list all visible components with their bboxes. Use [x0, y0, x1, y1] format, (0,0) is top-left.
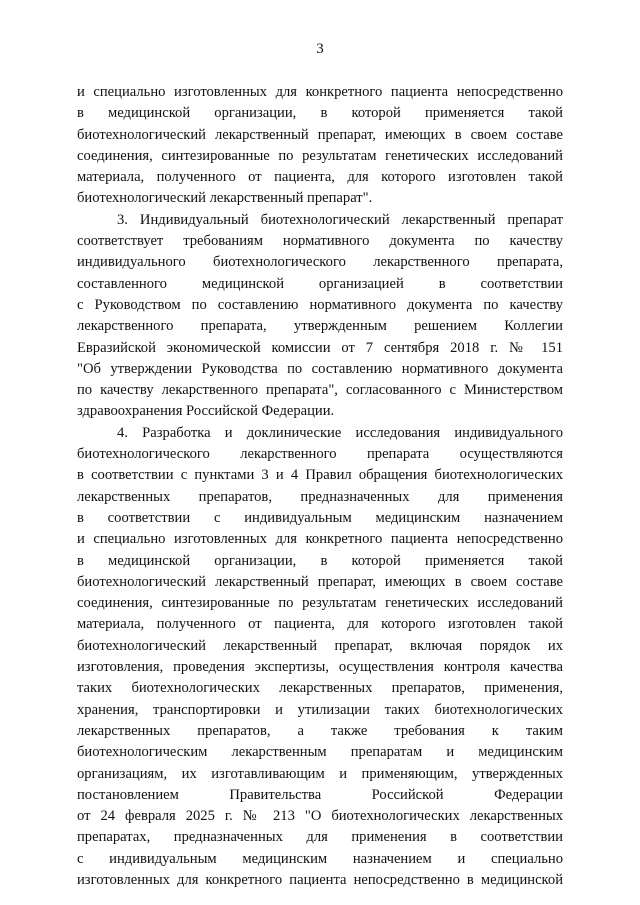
- text-line: биотехнологический лекарственный препарат, имеющих в своем составе: [77, 573, 563, 590]
- text-line: с индивидуальным медицинским назначением и специально: [77, 850, 563, 867]
- text-line: препаратах, предназначенных для применения в соответствии: [77, 829, 563, 846]
- text-line: изготовленных для конкретного пациента непосредственно в медицинской: [77, 871, 563, 888]
- text-line: лекарственных препаратов, а также требования к таким: [77, 722, 563, 739]
- text-line: в медицинской организации, в которой применяется такой: [77, 105, 563, 122]
- text-line: в медицинской организации, в которой применяется такой: [77, 552, 563, 569]
- text-line: и специально изготовленных для конкретного пациента непосредственно: [77, 531, 563, 548]
- text-line: здравоохранения Российской Федерации.: [77, 403, 335, 420]
- text-line: лекарственного препарата, утвержденным решением Коллегии: [77, 318, 563, 335]
- text-line: соответствует требованиям нормативного документа по качеству: [77, 233, 563, 250]
- text-line: биотехнологический лекарственный препарат".: [77, 190, 373, 207]
- text-line: биотехнологический лекарственный препарат, включая порядок их: [77, 637, 563, 654]
- text-line: материала, полученного от пациента, для которого изготовлен такой: [77, 616, 563, 633]
- text-line: с Руководством по составлению нормативного документа по качеству: [77, 296, 563, 313]
- text-line: лекарственных препаратов, предназначенных для применения: [77, 488, 563, 505]
- text-line: биотехнологическим лекарственным препаратам и медицинским: [77, 744, 563, 761]
- text-line: Евразийской экономической комиссии от 7 сентября 2018 г. № 151: [77, 339, 563, 356]
- text-line: и специально изготовленных для конкретного пациента непосредственно: [77, 84, 563, 100]
- text-line: в соответствии с пунктами 3 и 4 Правил обращения биотехнологических: [77, 467, 563, 484]
- text-line: биотехнологического лекарственного препарата осуществляются: [77, 446, 563, 463]
- text-line: постановлением Правительства Российской Федерации: [77, 786, 563, 803]
- document-body: [77, 82, 563, 891]
- text-line: соединения, синтезированные по результатам генетических исследований: [77, 147, 563, 164]
- text-line: индивидуального биотехнологического лекарственного препарата,: [77, 254, 563, 271]
- text-line: материала, полученного от пациента, для которого изготовлен такой: [77, 169, 563, 186]
- text-line: "Об утверждении Руководства по составлению нормативного документа: [77, 360, 563, 377]
- text-line: от 24 февраля 2025 г. № 213 "О биотехнологических лекарственных: [77, 808, 563, 825]
- text-line: составленного медицинской организацией в соответствии: [77, 275, 563, 292]
- text-line: таких биотехнологических лекарственных препаратов, применения,: [77, 680, 563, 697]
- text-line: биотехнологический лекарственный препарат, имеющих в своем составе: [77, 126, 563, 143]
- text-line: хранения, транспортировки и утилизации таких биотехнологических: [77, 701, 563, 718]
- text-line: по качеству лекарственного препарата", согласованного с Министерством: [77, 382, 563, 399]
- text-line: 3. Индивидуальный биотехнологический лекарственный препарат: [117, 211, 563, 228]
- page-number: 3: [316, 41, 324, 57]
- text-line: соединения, синтезированные по результатам генетических исследований: [77, 595, 563, 612]
- text-line: 4. Разработка и доклинические исследования индивидуального: [117, 424, 563, 441]
- text-line: изготовления, проведения экспертизы, осуществления контроля качества: [77, 659, 563, 676]
- text-line: в соответствии с индивидуальным медицинским назначением: [77, 509, 563, 526]
- text-line: организациям, их изготавливающим и применяющим, утвержденных: [77, 765, 563, 782]
